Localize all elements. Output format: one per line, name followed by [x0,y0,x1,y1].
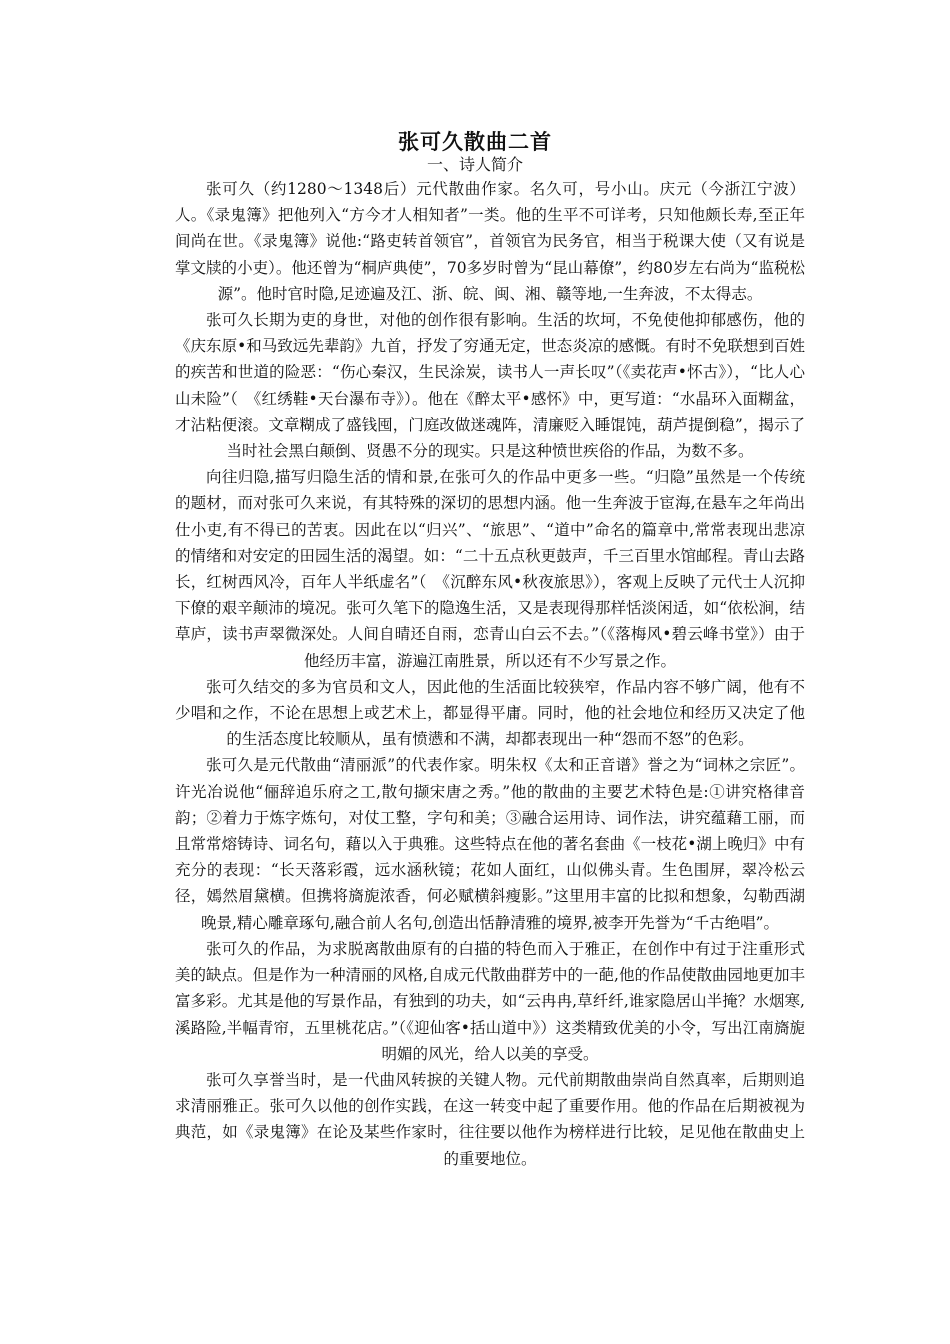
document-title: 张可久散曲二首 [398,129,552,154]
document-body [175,176,805,1172]
paragraph-1: 张可久（约1280～1348后）元代散曲作家。名久可，号小山。庆元（今浙江宁波）人。《录鬼簿》把他列入“方今才人相知者”一类。他的生平不可详考，只知他颇长寿,至正年间尚在世。《录鬼簿》说他:“路吏转首领官”，首领官为民务官，相当于税课大使（又有说是掌文牍的小吏）。他还曾为“桐庐典使”，70多岁时曾为“昆山幕僚”，约80岁左右尚为“监税松源”。他时官时隐,足迹遍及江、浙、皖、闽、湘、赣等地,一生奔波，不太得志。 [175,180,805,303]
paragraph-2: 张可久长期为吏的身世，对他的创作很有影响。生活的坎坷，不免使他抑郁感伤，他的《庆东原•和马致远先辈韵》九首，抒发了穷通无定，世态炎凉的感慨。有时不免联想到百姓的疾苦和世道的险恶：“伤心秦汉，生民涂炭，读书人一声长叹”（《卖花声•怀古》），“比人心山未险”（ 《红绣鞋•天台瀑布寺》）。他在《醉太平•感怀》中，更写道：“水晶环入面糊盆，才沾粘便滚。文章糊成了盛钱囤，门庭改做迷魂阵，清廉贬入睡馄饨，葫芦提倒稳”，揭示了当时社会黑白颠倒、贤愚不分的现实。只是这种愤世疾俗的作品，为数不多。 [175,311,805,461]
paragraph-5: 张可久是元代散曲“清丽派”的代表作家。明朱权《太和正音谱》誉之为“词林之宗匠”。许光冶说他“俪辞追乐府之工,散句撷宋唐之秀。”他的散曲的主要艺术特色是:①讲究格律音韵；②着力于炼字炼句，对仗工整，字句和美；③融合运用诗、词作法，讲究蕴藉工丽，而且常常熔铸诗、词名句，藉以入于典雅。这些特点在他的著名套曲《一枝花•湖上晚归》中有充分的表现：“长天落彩霞，远水涵秋镜；花如人面红，山似佛头青。生色围屏，翠冷松云径，嫣然眉黛横。但携将旖旎浓香，何必赋横斜瘦影。”这里用丰富的比拟和想象，勾勒西湖晚景,精心雕章琢句,融合前人名句,创造出恬静清雅的境界,被李开先誉为“千古绝唱”。 [175,756,805,932]
paragraph-3: 向往归隐,描写归隐生活的情和景,在张可久的作品中更多一些。“归隐”虽然是一个传统的题材，而对张可久来说，有其特殊的深切的思想内涵。他一生奔波于宦海,在悬车之年尚出仕小吏,有不得已的苦衷。因此在以“归兴”、“旅思”、“道中”命名的篇章中,常常表现出悲凉的情绪和对安定的田园生活的渴望。如：“二十五点秋更鼓声，千三百里水馆邮程。青山去路长，红树西风冷，百年人半纸虚名”（ 《沉醉东风•秋夜旅思》），客观上反映了元代士人沉抑下僚的艰辛颠沛的境况。张可久笔下的隐逸生活，又是表现得那样恬淡闲适，如“依松涧，结草庐，读书声翠微深处。人间自晴还自雨，恋青山白云不去。”（《落梅风•碧云峰书堂》）由于他经历丰富，游遍江南胜景，所以还有不少写景之作。 [175,468,805,670]
paragraph-7: 张可久享誉当时，是一代曲风转捩的关键人物。元代前期散曲崇尚自然真率，后期则追求清丽雅正。张可久以他的创作实践，在这一转变中起了重要作用。他的作品在后期被视为典范，如《录鬼簿》在论及某些作家时，往往要以他作为榜样进行比较，足见他在散曲史上的重要地位。 [175,1070,805,1168]
paragraph-6: 张可久的作品，为求脱离散曲原有的白描的特色而入于雅正，在创作中有过于注重形式美的缺点。但是作为一种清丽的风格,自成元代散曲群芳中的一葩,他的作品使散曲园地更加丰富多彩。尤其是他的写景作品，有独到的功夫，如“云冉冉,草纤纤,谁家隐居山半掩？水烟寒,溪路险,半幅青帘，五里桃花店。”（《迎仙客•括山道中》）这类精致优美的小令，写出江南旖旎明媚的风光，给人以美的享受。 [175,939,805,1063]
section-heading: 一、诗人简介 [426,155,523,174]
paragraph-4: 张可久结交的多为官员和文人，因此他的生活面比较狭窄，作品内容不够广阔，他有不少唱和之作，不论在思想上或艺术上，都显得平庸。同时，他的社会地位和经历又决定了他的生活态度比较顺从，虽有愤懑和不满，却都表现出一种“怨而不怒”的色彩。 [175,677,805,749]
